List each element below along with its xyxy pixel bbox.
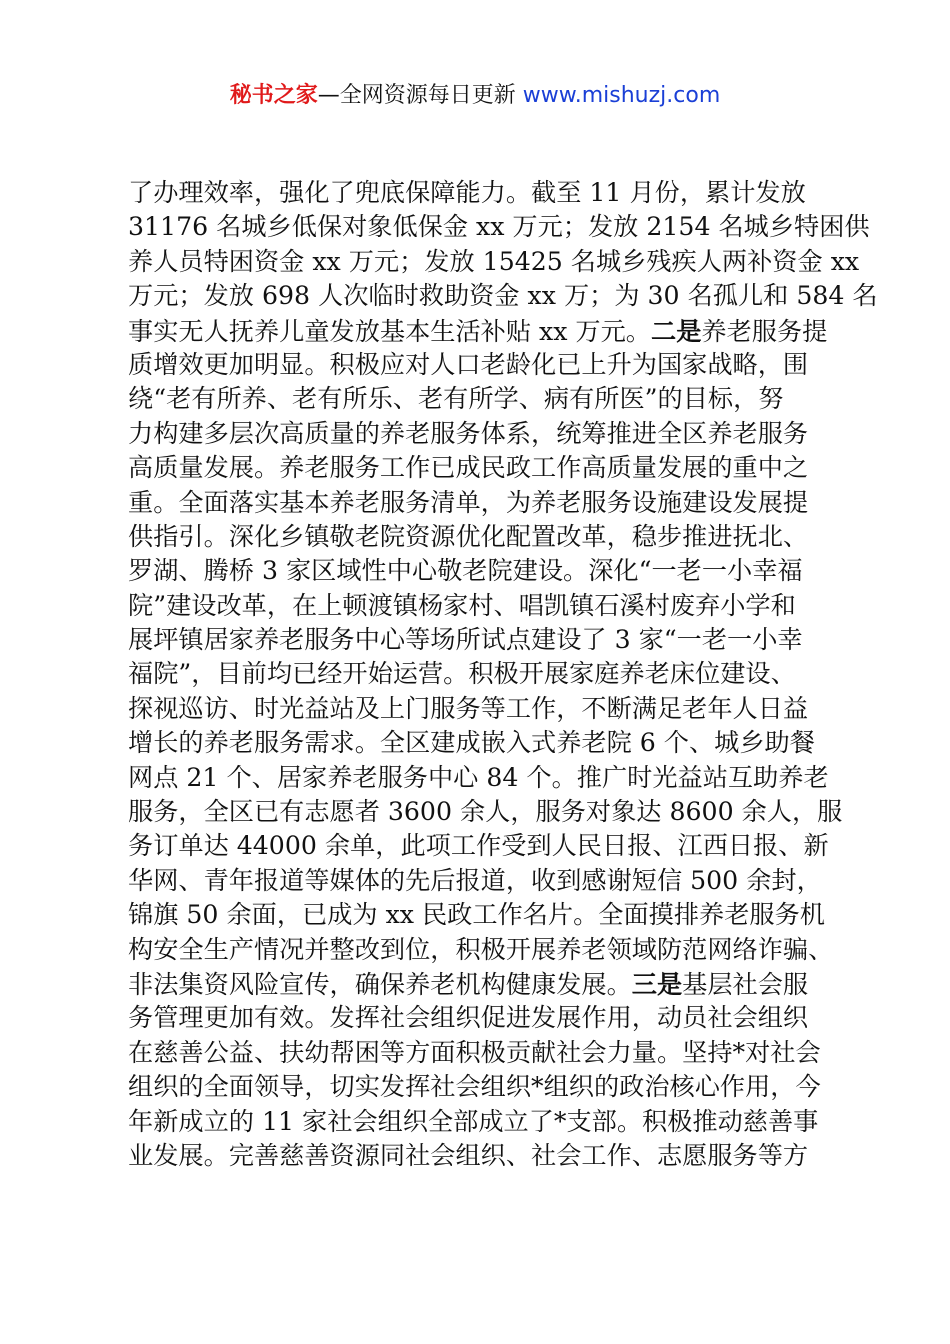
text-line: 展坪镇居家养老服务中心等场所试点建设了 3 家“一老一小幸	[128, 625, 803, 655]
text-line: 在慈善公益、扶幼帮困等方面积极贡献社会力量。坚持*对社会	[128, 1037, 821, 1067]
text-line: 质增效更加明显。积极应对人口老龄化已上升为国家战略，围	[128, 349, 809, 379]
text-line: 养人员特困资金 xx 万元；发放 15425 名城乡残疾人两补资金 xx	[128, 246, 860, 276]
text-line: 华网、青年报道等媒体的先后报道，收到感谢短信 500 余封，	[128, 865, 822, 895]
text-line: 增长的养老服务需求。全区建成嵌入式养老院 6 个、城乡助餐	[128, 728, 815, 758]
text-line: 高质量发展。养老服务工作已成民政工作高质量发展的重中之	[128, 453, 809, 483]
text-line: 绕“老有所养、老有所乐、老有所学、病有所医”的目标，努	[128, 384, 784, 414]
text-run: 基层社会服	[682, 969, 809, 999]
section-marker-three: 三是	[631, 968, 683, 999]
section-marker-two: 二是	[651, 315, 702, 346]
brand-name: 秘书之家	[229, 83, 318, 108]
text-line: 年新成立的 11 家社会组织全部成立了*支部。积极推动慈善事	[128, 1106, 819, 1136]
body-paragraph	[128, 176, 878, 1173]
page-header	[0, 80, 950, 112]
text-line: 锦旗 50 余面，已成为 xx 民政工作名片。全面摸排养老服务机	[128, 900, 825, 930]
text-line: 供指引。深化乡镇敬老院资源优化配置改革，稳步推进抚北、	[128, 521, 809, 551]
text-line	[128, 967, 832, 1001]
text-run: 养老服务提	[701, 316, 828, 346]
text-line: 院”建设改革，在上顿渡镇杨家村、唱凯镇石溪村废弃小学和	[128, 590, 796, 620]
text-line: 构安全生产情况并整改到位，积极开展养老领域防范网络诈骗、	[128, 934, 834, 964]
text-line: 务订单达 44000 余单，此项工作受到人民日报、江西日报、新	[128, 831, 829, 861]
text-line: 服务，全区已有志愿者 3600 余人，服务对象达 8600 余人，服	[128, 797, 843, 827]
text-line: 罗湖、腾桥 3 家区域性中心敬老院建设。深化“一老一小幸福	[128, 556, 803, 586]
text-line: 31176 名城乡低保对象低保金 xx 万元；发放 2154 名城乡特困供	[128, 212, 870, 242]
text-line: 力构建多层次高质量的养老服务体系，统筹推进全区养老服务	[128, 418, 809, 448]
text-line: 了办理效率，强化了兜底保障能力。截至 11 月份，累计发放	[128, 178, 806, 207]
text-line	[128, 314, 832, 348]
text-run: 非法集资风险宣传，确保养老机构健康发展。	[128, 969, 632, 999]
text-line: 探视巡访、时光益站及上门服务等工作，不断满足老年人日益	[128, 693, 809, 723]
text-line: 福院”，目前均已经开始运营。积极开展家庭养老床位建设、	[128, 659, 796, 689]
text-run: 事实无人抚养儿童发放基本生活补贴 xx 万元。	[128, 316, 651, 346]
site-url-link[interactable]: www.mishuzj.com	[522, 83, 721, 108]
text-line: 重。全面落实基本养老服务清单，为养老服务设施建设发展提	[128, 487, 809, 517]
text-line: 业发展。完善慈善资源同社会组织、社会工作、志愿服务等方	[128, 1140, 809, 1170]
text-line: 组织的全面领导，切实发挥社会组织*组织的政治核心作用，今	[128, 1072, 821, 1102]
text-line: 网点 21 个、居家养老服务中心 84 个。推广时光益站互助养老	[128, 762, 829, 792]
text-line: 务管理更加有效。发挥社会组织促进发展作用，动员社会组织	[128, 1003, 809, 1033]
text-line: 万元；发放 698 人次临时救助资金 xx 万；为 30 名孤儿和 584 名	[128, 281, 878, 311]
header-tagline: —全网资源每日更新	[317, 83, 523, 108]
